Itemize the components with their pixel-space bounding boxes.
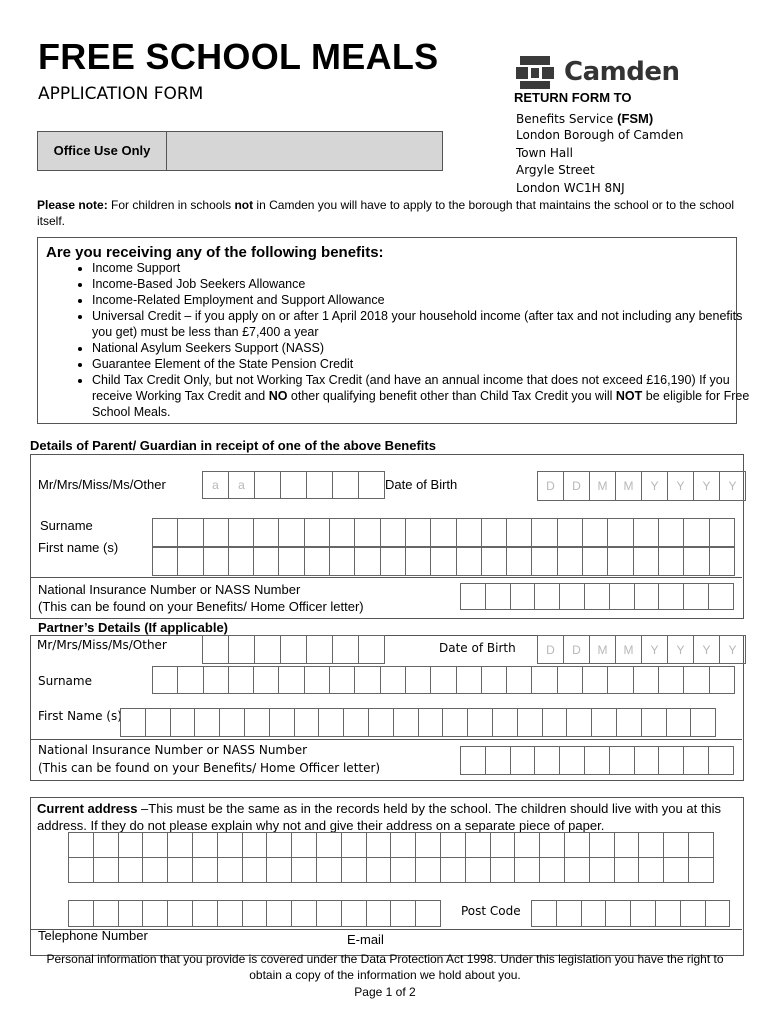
- benefit-item: • Guarantee Element of the State Pension Credit: [92, 356, 762, 372]
- char-box[interactable]: [683, 518, 709, 547]
- char-box[interactable]: [683, 666, 709, 694]
- char-box[interactable]: [658, 547, 684, 576]
- char-box[interactable]: [329, 666, 355, 694]
- char-box[interactable]: [581, 900, 607, 927]
- dob-box[interactable]: Y: [719, 635, 746, 664]
- parent-ni-label: National Insurance Number or NASS Number: [38, 582, 301, 597]
- char-box[interactable]: [167, 900, 193, 927]
- address-line2-boxes[interactable]: [68, 857, 713, 883]
- char-box[interactable]: [118, 900, 144, 927]
- partner-surname-boxes[interactable]: [152, 666, 734, 694]
- char-box[interactable]: [584, 583, 610, 610]
- char-box[interactable]: [304, 666, 330, 694]
- parent-ni-hint: (This can be found on your Benefits/ Home Officer letter): [38, 599, 364, 614]
- char-box[interactable]: [440, 832, 466, 858]
- char-box[interactable]: [390, 857, 416, 883]
- parent-dob-label: Date of Birth: [385, 477, 458, 492]
- char-box[interactable]: [405, 518, 431, 547]
- office-use-field[interactable]: [167, 132, 442, 170]
- parent-divider: [30, 577, 742, 578]
- char-box[interactable]: [405, 547, 431, 576]
- char-box[interactable]: [607, 518, 633, 547]
- char-box[interactable]: [253, 518, 279, 547]
- char-box[interactable]: [582, 547, 608, 576]
- char-box[interactable]: [291, 857, 317, 883]
- char-box[interactable]: [152, 518, 178, 547]
- char-box[interactable]: [517, 708, 543, 737]
- dob-box[interactable]: Y: [641, 635, 668, 664]
- char-box[interactable]: [514, 832, 540, 858]
- benefit-item: • Child Tax Credit Only, but not Working Tax Credit (and have an annual income that does not exceed £16,190) If you receive Working Tax Credit and NO other qualifying benefit other than Child Tax Credit you will NOT be eligible for Free School Meals.: [92, 372, 762, 420]
- return-address-line5: London WC1H 8NJ: [516, 181, 625, 195]
- char-box[interactable]: [217, 832, 243, 858]
- char-box[interactable]: [366, 857, 392, 883]
- char-box[interactable]: [217, 900, 243, 927]
- char-box[interactable]: [531, 518, 557, 547]
- char-box[interactable]: [294, 708, 320, 737]
- char-box[interactable]: [228, 635, 255, 664]
- char-box[interactable]: [607, 666, 633, 694]
- char-box[interactable]: [332, 471, 359, 499]
- char-box[interactable]: [278, 547, 304, 576]
- char-box[interactable]: [634, 746, 660, 775]
- char-box[interactable]: [306, 471, 333, 499]
- partner-firstname-boxes[interactable]: [120, 708, 715, 737]
- char-box[interactable]: [170, 708, 196, 737]
- char-box[interactable]: [358, 471, 385, 499]
- char-box[interactable]: [506, 547, 532, 576]
- dob-box[interactable]: D: [537, 471, 564, 501]
- char-box[interactable]: [557, 547, 583, 576]
- char-box[interactable]: [589, 857, 615, 883]
- address-instructions: Current address –This must be the same as in the records held by the school. The children should live with you at this address. If they do not please explain why not and give their address on a separate piece of paper.: [37, 801, 722, 833]
- return-address-line3: Town Hall: [516, 146, 573, 160]
- char-box[interactable]: [688, 832, 714, 858]
- char-box[interactable]: [485, 746, 511, 775]
- char-box[interactable]: [93, 857, 119, 883]
- char-box[interactable]: [630, 900, 656, 927]
- parent-firstname-boxes[interactable]: [152, 547, 734, 576]
- char-box[interactable]: [456, 666, 482, 694]
- char-box[interactable]: [709, 547, 735, 576]
- char-box[interactable]: [481, 547, 507, 576]
- char-box[interactable]: [280, 471, 307, 499]
- parent-section-title: Details of Parent/ Guardian in receipt of one of the above Benefits: [30, 438, 436, 453]
- char-box[interactable]: [658, 666, 684, 694]
- char-box[interactable]: [194, 708, 220, 737]
- benefit-item: • National Asylum Seekers Support (NASS): [92, 340, 762, 356]
- char-box[interactable]: [690, 708, 716, 737]
- char-box[interactable]: [465, 832, 491, 858]
- char-box[interactable]: [390, 832, 416, 858]
- partner-ni-boxes[interactable]: [460, 746, 733, 775]
- char-box[interactable]: [266, 857, 292, 883]
- dob-box[interactable]: Y: [667, 471, 694, 501]
- char-box[interactable]: [177, 547, 203, 576]
- char-box[interactable]: [638, 832, 664, 858]
- return-address-line2: London Borough of Camden: [516, 128, 684, 142]
- partner-firstname-label: First Name (s): [38, 709, 122, 723]
- char-box[interactable]: [415, 900, 441, 927]
- postcode-label: Post Code: [461, 904, 521, 918]
- char-box[interactable]: [709, 518, 735, 547]
- char-box[interactable]: [192, 900, 218, 927]
- char-box[interactable]: [456, 547, 482, 576]
- office-use-label: Office Use Only: [38, 132, 167, 170]
- dob-box[interactable]: M: [589, 635, 616, 664]
- camden-logo-icon: [514, 54, 560, 90]
- char-box[interactable]: [582, 666, 608, 694]
- char-box[interactable]: [219, 708, 245, 737]
- char-box[interactable]: [490, 832, 516, 858]
- char-box[interactable]: [343, 708, 369, 737]
- partner-ni-hint: (This can be found on your Benefits/ Home Officer letter): [38, 761, 381, 775]
- dob-box[interactable]: Y: [693, 471, 720, 501]
- char-box[interactable]: [244, 708, 270, 737]
- char-box[interactable]: [228, 547, 254, 576]
- char-box[interactable]: [542, 708, 568, 737]
- char-box[interactable]: [556, 900, 582, 927]
- char-box[interactable]: [430, 547, 456, 576]
- char-box[interactable]: [460, 746, 486, 775]
- char-box[interactable]: [304, 518, 330, 547]
- camden-logo: [514, 54, 689, 90]
- char-box[interactable]: [366, 832, 392, 858]
- parent-firstname-label: First name (s): [38, 540, 119, 555]
- char-box[interactable]: [266, 832, 292, 858]
- char-box[interactable]: [368, 708, 394, 737]
- partner-dob-boxes[interactable]: [537, 635, 745, 664]
- char-box[interactable]: [242, 832, 268, 858]
- char-box[interactable]: [534, 746, 560, 775]
- char-box[interactable]: [341, 900, 367, 927]
- char-box[interactable]: [152, 666, 178, 694]
- benefits-list: [58, 260, 762, 420]
- char-box[interactable]: [202, 635, 229, 664]
- partner-ni-label: National Insurance Number or NASS Number: [38, 743, 308, 757]
- char-box[interactable]: [316, 832, 342, 858]
- char-box[interactable]: [341, 857, 367, 883]
- char-box[interactable]: [430, 518, 456, 547]
- return-address-line4: Argyle Street: [516, 163, 595, 177]
- return-form-label: RETURN FORM TO: [514, 90, 632, 105]
- char-box[interactable]: [380, 547, 406, 576]
- partner-divider: [30, 739, 742, 740]
- char-box[interactable]: [506, 666, 532, 694]
- char-box[interactable]: [306, 635, 333, 664]
- office-use-box: [37, 131, 443, 171]
- char-box[interactable]: [68, 900, 94, 927]
- partner-dob-label: Date of Birth: [439, 641, 516, 655]
- char-box[interactable]: [506, 518, 532, 547]
- char-box[interactable]: [683, 746, 709, 775]
- char-box[interactable]: [708, 746, 734, 775]
- parent-surname-label: Surname: [40, 518, 93, 533]
- char-box[interactable]: [492, 708, 518, 737]
- char-box[interactable]: [633, 666, 659, 694]
- char-box[interactable]: [467, 708, 493, 737]
- char-box[interactable]: [354, 518, 380, 547]
- char-box[interactable]: [609, 746, 635, 775]
- char-box[interactable]: [278, 518, 304, 547]
- partner-title-label: Mr/Mrs/Miss/Ms/Other: [37, 638, 167, 652]
- benefit-item: • Universal Credit – if you apply on or after 1 April 2018 your household income (after tax and not including any benefits you get) must be less than £7,400 a year: [92, 308, 762, 340]
- char-box[interactable]: [442, 708, 468, 737]
- char-box[interactable]: [589, 832, 615, 858]
- char-box[interactable]: [380, 666, 406, 694]
- partner-section-title: Partner’s Details (If applicable): [38, 620, 229, 635]
- dob-box[interactable]: Y: [719, 471, 746, 501]
- char-box[interactable]: a: [228, 471, 255, 499]
- char-box[interactable]: [142, 832, 168, 858]
- char-box[interactable]: [616, 708, 642, 737]
- char-box[interactable]: [708, 583, 734, 610]
- partner-surname-label: Surname: [38, 674, 92, 688]
- char-box[interactable]: [118, 857, 144, 883]
- char-box[interactable]: [192, 857, 218, 883]
- char-box[interactable]: [192, 832, 218, 858]
- char-box[interactable]: [415, 832, 441, 858]
- char-box[interactable]: [663, 832, 689, 858]
- char-box[interactable]: [430, 666, 456, 694]
- char-box[interactable]: [510, 583, 536, 610]
- char-box[interactable]: [418, 708, 444, 737]
- char-box[interactable]: [614, 832, 640, 858]
- return-address-line1: Benefits Service (FSM): [516, 111, 654, 126]
- benefit-item: • Income-Based Job Seekers Allowance: [92, 276, 762, 292]
- char-box[interactable]: [242, 900, 268, 927]
- char-box[interactable]: [152, 547, 178, 576]
- address-line3-boxes[interactable]: [68, 900, 440, 927]
- char-box[interactable]: [415, 857, 441, 883]
- char-box[interactable]: [280, 635, 307, 664]
- char-box[interactable]: [705, 900, 731, 927]
- char-box[interactable]: [253, 547, 279, 576]
- char-box[interactable]: [633, 547, 659, 576]
- char-box[interactable]: [456, 518, 482, 547]
- char-box[interactable]: [559, 746, 585, 775]
- char-box[interactable]: [605, 900, 631, 927]
- email-label: E-mail: [347, 932, 384, 947]
- please-note: Please note: For children in schools not in Camden you will have to apply to the borough that maintains the school or to the school itself.: [37, 198, 735, 228]
- partner-title-boxes[interactable]: [202, 635, 384, 664]
- char-box[interactable]: [609, 583, 635, 610]
- char-box[interactable]: [390, 900, 416, 927]
- char-box[interactable]: [68, 857, 94, 883]
- dob-box[interactable]: M: [615, 635, 642, 664]
- char-box[interactable]: [253, 666, 279, 694]
- char-box[interactable]: [531, 666, 557, 694]
- char-box[interactable]: [120, 708, 146, 737]
- char-box[interactable]: [254, 635, 281, 664]
- char-box[interactable]: [566, 708, 592, 737]
- char-box[interactable]: [614, 857, 640, 883]
- postcode-boxes[interactable]: [531, 900, 729, 927]
- char-box[interactable]: [510, 746, 536, 775]
- char-box[interactable]: [316, 857, 342, 883]
- char-box[interactable]: [118, 832, 144, 858]
- char-box[interactable]: [539, 832, 565, 858]
- char-box[interactable]: [638, 857, 664, 883]
- char-box[interactable]: [655, 900, 681, 927]
- char-box[interactable]: [666, 708, 692, 737]
- char-box[interactable]: [591, 708, 617, 737]
- telephone-label: Telephone Number: [38, 928, 148, 943]
- char-box[interactable]: [584, 746, 610, 775]
- char-box[interactable]: [318, 708, 344, 737]
- char-box[interactable]: [254, 471, 281, 499]
- char-box[interactable]: [217, 857, 243, 883]
- dob-box[interactable]: M: [589, 471, 616, 501]
- char-box[interactable]: [278, 666, 304, 694]
- benefits-box: [37, 237, 750, 424]
- privacy-notice: Personal information that you provide is covered under the Data Protection Act 1998. Under this legislation you have the right to obtain a copy of the information we hold about you.: [46, 952, 724, 982]
- char-box[interactable]: [539, 857, 565, 883]
- dob-box[interactable]: Y: [641, 471, 668, 501]
- dob-box[interactable]: M: [615, 471, 642, 501]
- char-box[interactable]: [269, 708, 295, 737]
- page-title: FREE SCHOOL MEALS: [38, 36, 439, 77]
- char-box[interactable]: [531, 900, 557, 927]
- char-box[interactable]: [557, 518, 583, 547]
- char-box[interactable]: [481, 666, 507, 694]
- dob-box[interactable]: Y: [667, 635, 694, 664]
- char-box[interactable]: [559, 583, 585, 610]
- char-box[interactable]: [634, 583, 660, 610]
- char-box[interactable]: [683, 547, 709, 576]
- dob-box[interactable]: Y: [693, 635, 720, 664]
- char-box[interactable]: [167, 857, 193, 883]
- char-box[interactable]: [68, 832, 94, 858]
- char-box[interactable]: [177, 518, 203, 547]
- char-box[interactable]: [633, 518, 659, 547]
- char-box[interactable]: [177, 666, 203, 694]
- char-box[interactable]: [440, 857, 466, 883]
- char-box[interactable]: [490, 857, 516, 883]
- dob-box[interactable]: D: [563, 635, 590, 664]
- char-box[interactable]: [680, 900, 706, 927]
- char-box[interactable]: [266, 900, 292, 927]
- page-number: Page 1 of 2: [354, 985, 416, 999]
- char-box[interactable]: [709, 666, 735, 694]
- dob-box[interactable]: D: [537, 635, 564, 664]
- dob-box[interactable]: D: [563, 471, 590, 501]
- benefit-item: • Income-Related Employment and Support Allowance: [92, 292, 762, 308]
- char-box[interactable]: [291, 900, 317, 927]
- char-box[interactable]: [366, 900, 392, 927]
- char-box[interactable]: [142, 900, 168, 927]
- char-box[interactable]: [514, 857, 540, 883]
- char-box[interactable]: [329, 518, 355, 547]
- char-box[interactable]: [304, 547, 330, 576]
- char-box[interactable]: [534, 583, 560, 610]
- char-box[interactable]: [142, 857, 168, 883]
- parent-title-boxes[interactable]: [202, 471, 384, 499]
- parent-ni-boxes[interactable]: [460, 583, 733, 610]
- char-box[interactable]: [203, 547, 229, 576]
- char-box[interactable]: [332, 635, 359, 664]
- char-box[interactable]: [688, 857, 714, 883]
- char-box[interactable]: [564, 857, 590, 883]
- char-box[interactable]: [203, 518, 229, 547]
- char-box[interactable]: [683, 583, 709, 610]
- char-box[interactable]: [228, 518, 254, 547]
- parent-dob-boxes[interactable]: [537, 471, 745, 501]
- char-box[interactable]: [531, 547, 557, 576]
- char-box[interactable]: [481, 518, 507, 547]
- char-box[interactable]: a: [202, 471, 229, 499]
- page-subtitle: APPLICATION FORM: [38, 84, 204, 104]
- char-box[interactable]: [145, 708, 171, 737]
- char-box[interactable]: [460, 583, 486, 610]
- char-box[interactable]: [354, 666, 380, 694]
- benefit-item: • Income Support: [92, 260, 762, 276]
- char-box[interactable]: [658, 518, 684, 547]
- char-box[interactable]: [607, 547, 633, 576]
- char-box[interactable]: [405, 666, 431, 694]
- char-box[interactable]: [485, 583, 511, 610]
- address-line1-boxes[interactable]: [68, 832, 713, 858]
- char-box[interactable]: [658, 746, 684, 775]
- char-box[interactable]: [641, 708, 667, 737]
- char-box[interactable]: [380, 518, 406, 547]
- char-box[interactable]: [242, 857, 268, 883]
- parent-title-label: Mr/Mrs/Miss/Ms/Other: [38, 477, 166, 492]
- char-box[interactable]: [228, 666, 254, 694]
- char-box[interactable]: [167, 832, 193, 858]
- benefits-heading: Are you receiving any of the following benefits:: [46, 244, 384, 261]
- char-box[interactable]: [316, 900, 342, 927]
- char-box[interactable]: [663, 857, 689, 883]
- char-box[interactable]: [658, 583, 684, 610]
- char-box[interactable]: [557, 666, 583, 694]
- char-box[interactable]: [564, 832, 590, 858]
- char-box[interactable]: [358, 635, 385, 664]
- char-box[interactable]: [393, 708, 419, 737]
- char-box[interactable]: [329, 547, 355, 576]
- char-box[interactable]: [93, 900, 119, 927]
- parent-surname-boxes[interactable]: [152, 518, 734, 547]
- char-box[interactable]: [93, 832, 119, 858]
- logo-text: Camden: [564, 57, 680, 87]
- char-box[interactable]: [354, 547, 380, 576]
- char-box[interactable]: [203, 666, 229, 694]
- char-box[interactable]: [291, 832, 317, 858]
- char-box[interactable]: [465, 857, 491, 883]
- char-box[interactable]: [341, 832, 367, 858]
- char-box[interactable]: [582, 518, 608, 547]
